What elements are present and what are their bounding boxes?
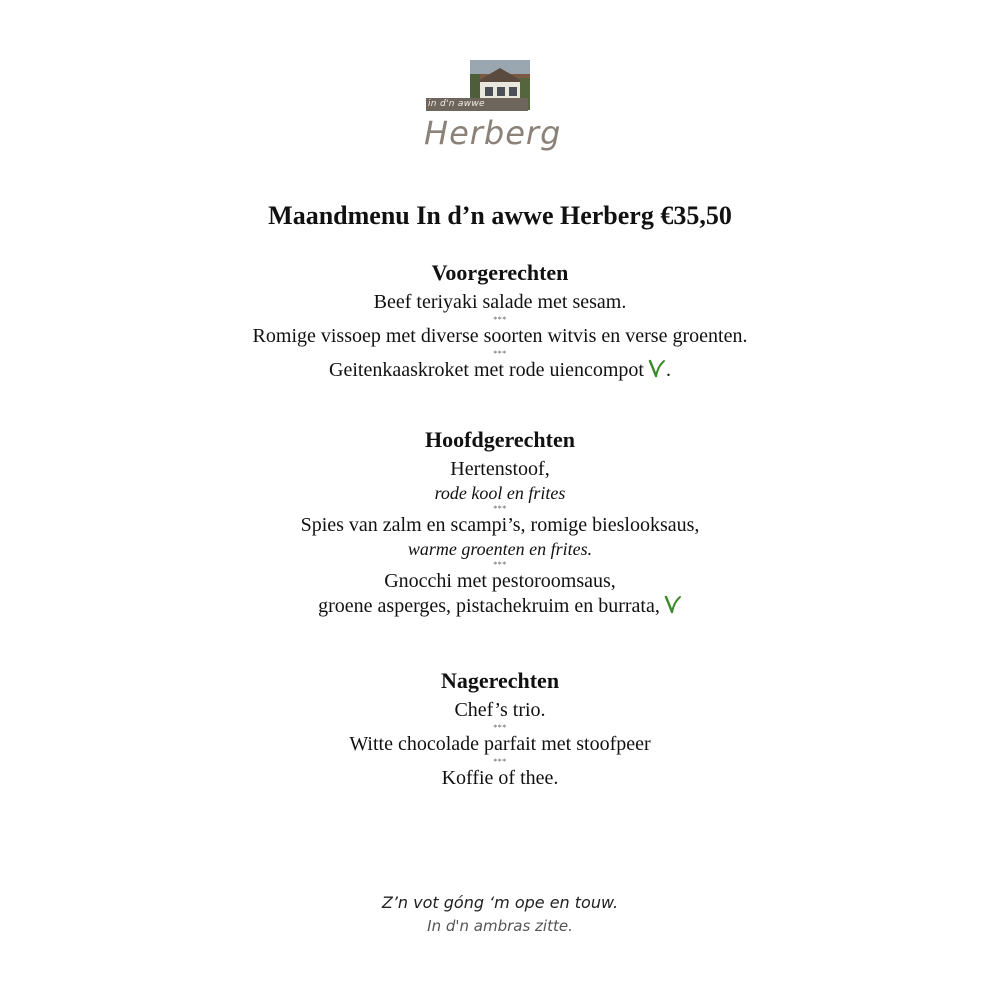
menu-title: Maandmenu In d’n awwe Herberg €35,50 (268, 201, 732, 230)
logo-name: Herberg (424, 114, 562, 152)
list-item: Hertenstoof, (450, 458, 550, 480)
footer-tagline: In d'n ambras zitte. (427, 917, 573, 935)
list-item-text: groene asperges, pistachekruim en burrata, (318, 595, 660, 617)
footer-motto: Z’n vot góng ‘m ope en touw. (381, 893, 619, 912)
separator: *** (493, 723, 507, 732)
logo-tagline: in d'n awwe (428, 99, 485, 109)
list-item: Gnocchi met pestoroomsaus, (384, 570, 616, 592)
mains-section (0, 426, 1000, 619)
separator: *** (493, 315, 507, 324)
list-item: Koffie of thee. (441, 767, 559, 789)
list-item: Chef’s trio. (454, 699, 546, 721)
separator: *** (493, 504, 507, 513)
starters-heading: Voorgerechten (431, 260, 569, 285)
list-item-detail: rode kool en frites (434, 483, 566, 503)
list-item-text: Geitenkaaskroket met rode uiencompot (329, 359, 644, 381)
separator: *** (493, 349, 507, 358)
separator: *** (493, 560, 507, 569)
starters-section (0, 259, 1000, 383)
list-item: Witte chocolade parfait met stoofpeer (349, 733, 651, 755)
vegetarian-leaf-icon (664, 594, 682, 614)
list-item: Beef teriyaki salade met sesam. (373, 291, 627, 313)
restaurant-logo (422, 60, 568, 164)
list-item-detail: warme groenten en frites. (407, 539, 593, 559)
vegetarian-leaf-icon (648, 358, 666, 378)
mains-heading: Hoofdgerechten (425, 427, 575, 452)
list-item: Spies van zalm en scampi’s, romige bieslooksaus, (300, 514, 700, 536)
list-item-suffix: . (665, 359, 671, 381)
separator: *** (493, 757, 507, 766)
desserts-heading: Nagerechten (440, 668, 560, 693)
list-item-veg (0, 594, 1000, 619)
desserts-section (0, 667, 1000, 791)
list-item: Romige vissoep met diverse soorten witvis en verse groenten. (252, 325, 748, 347)
list-item-veg (0, 358, 1000, 383)
